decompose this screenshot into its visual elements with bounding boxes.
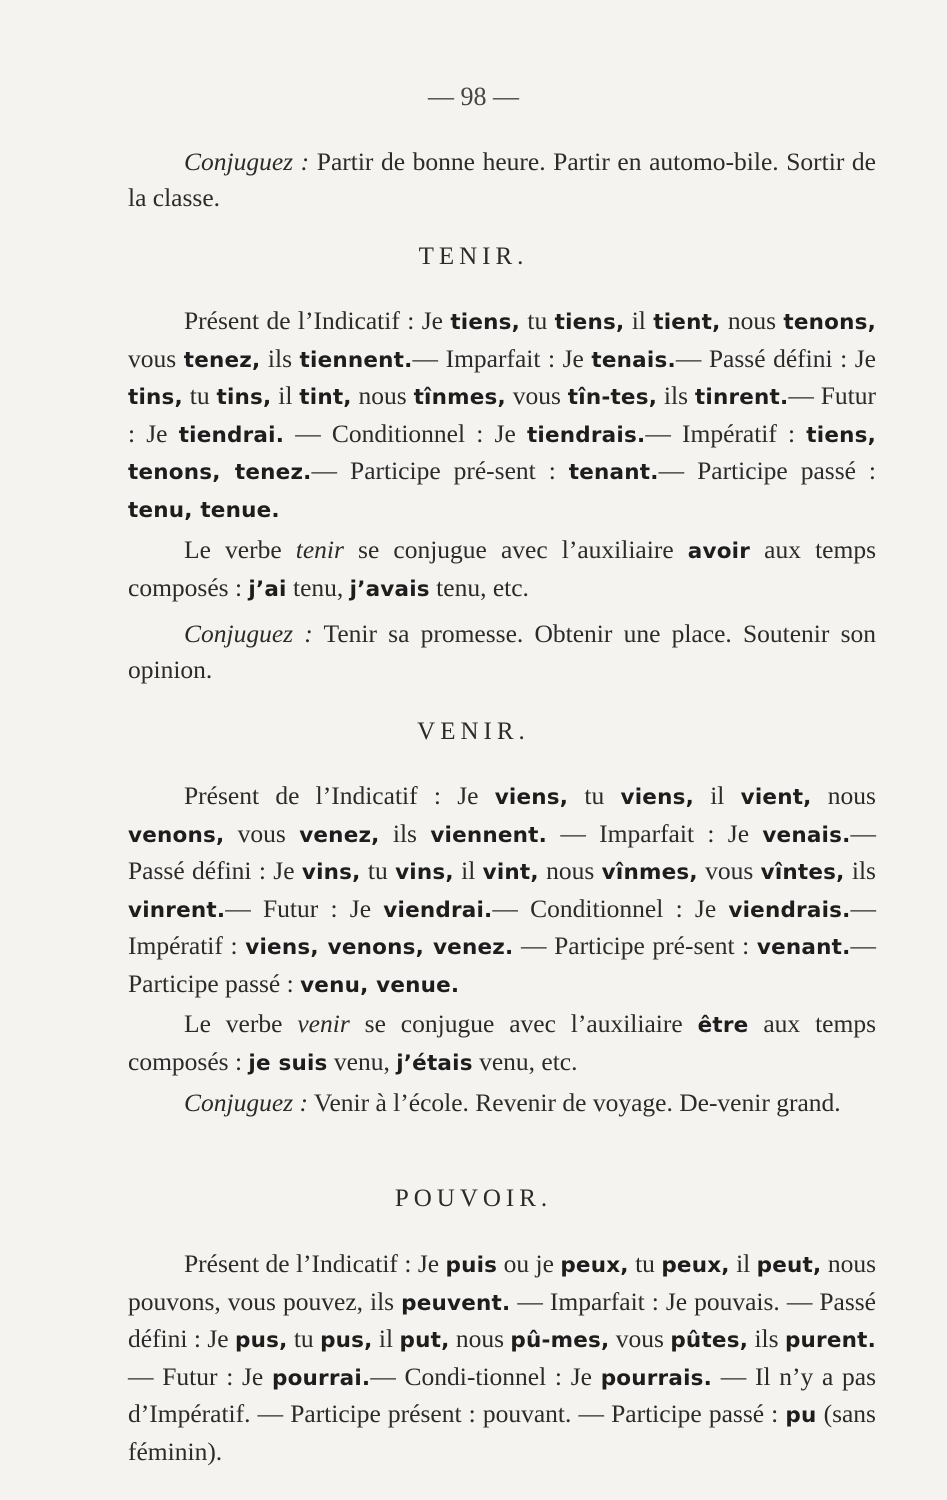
venir-auxiliary-note (128, 1006, 876, 1081)
verb-form: tint, (299, 385, 352, 410)
verb-form: tiendrais. (526, 422, 646, 448)
text: — Conditionnel : Je (284, 418, 527, 448)
pouvoir-conjugation (128, 1246, 876, 1469)
text: vous (128, 343, 184, 373)
verb-form: vînmes, (601, 860, 698, 885)
verb-form: venons, (128, 822, 225, 848)
text: nous pouvons, vous pouvez, ils (128, 1249, 876, 1316)
verb-form: venais. (762, 822, 851, 848)
text: nous (449, 1324, 511, 1353)
verb-form: pus, (234, 1328, 288, 1353)
text: Présent de l’Indicatif : Je (184, 781, 495, 810)
verb-form: venu, venue. (300, 972, 460, 998)
text: se conjugue avec l’auxiliaire (343, 535, 688, 564)
text: — Participe pré-sent : (311, 456, 569, 485)
auxiliary-bold: être (697, 1013, 749, 1038)
text: — Participe pré-sent : (513, 931, 757, 960)
verb-form: tiens, (450, 310, 521, 335)
text: — Participe passé : (128, 931, 876, 998)
verb-form: viens, venons, venez. (245, 935, 514, 960)
text: — Passé défini : Je (675, 343, 876, 373)
text: — Futur : Je (128, 1361, 272, 1391)
verb-form: pûtes, (670, 1328, 749, 1353)
text: il (693, 781, 741, 810)
heading-venir: VENIR. (417, 718, 530, 745)
verb-form: tenez, (183, 347, 261, 373)
text: vous (697, 856, 761, 885)
text: ils (379, 818, 431, 848)
text: tu (628, 1249, 662, 1278)
text: venu, etc. (472, 1046, 578, 1076)
text: vous (609, 1324, 671, 1353)
verb-form: pû-mes, (510, 1328, 610, 1353)
verb-form: pourrai. (271, 1365, 371, 1391)
verb-form: puis (445, 1253, 498, 1278)
text: — Imparfait : Je (412, 343, 592, 373)
text: se conjugue avec l’auxiliaire (349, 1009, 698, 1038)
text: il (271, 381, 300, 410)
verb-form: viennent. (430, 822, 548, 848)
verb-form: tiens, tenons, tenez. (128, 422, 876, 485)
verb-form: peux, (661, 1253, 730, 1278)
intro-paragraph (128, 144, 876, 215)
text: — Condi-tionnel : Je (370, 1361, 601, 1391)
text: vous (224, 818, 300, 848)
verb-form: tinrent. (694, 385, 789, 410)
verb-form: vins, (395, 860, 454, 885)
tenir-conjugation (128, 303, 876, 528)
heading-pouvoir: POUVOIR. (394, 1185, 553, 1212)
text: — Participe passé : (658, 456, 877, 485)
verb-form: purent. (784, 1328, 876, 1353)
conjuguez-label: Conjuguez : (184, 1088, 308, 1117)
text: tu (568, 781, 621, 810)
text: nous (351, 381, 414, 410)
verb-form: venez, (299, 822, 380, 848)
text: ou je (497, 1249, 561, 1278)
verb-form: vint, (482, 860, 539, 885)
conjuguez-label: Conjuguez : (184, 619, 313, 648)
verb-form: tenais. (591, 347, 676, 373)
text: nous (538, 856, 602, 885)
text: — Futur : Je (225, 893, 384, 923)
auxiliary-bold: je suis (248, 1050, 328, 1076)
text: il (453, 856, 483, 885)
verb-form: tient, (653, 310, 721, 335)
text: nous (720, 306, 784, 335)
text: tu (520, 306, 555, 335)
text: il (624, 306, 654, 335)
exercise-text: Venir à l’école. Revenir de voyage. De-venir grand. (307, 1088, 841, 1117)
tenir-exercise (128, 616, 876, 687)
verb-form: vins, (301, 860, 361, 885)
text: Présent de l’Indicatif : Je (184, 306, 451, 335)
verb-form: tiennent. (299, 347, 413, 373)
text: — Imparfait : Je (547, 818, 763, 848)
venir-exercise (128, 1085, 876, 1121)
text: Le verbe (184, 535, 296, 564)
text: Présent de l’Indicatif : Je (184, 1249, 446, 1278)
verb-form: peut, (756, 1253, 822, 1278)
intro-text: Partir de bonne heure. Partir en automo-bile. Sortir de la classe. (128, 147, 876, 212)
verb-form: viens, (494, 785, 569, 810)
verb-italic: tenir (295, 535, 344, 564)
text: — Impératif : (128, 893, 876, 960)
text: ils (260, 343, 300, 373)
text: tu (287, 1324, 321, 1353)
verb-form: tiendrai. (178, 422, 285, 448)
verb-form: tins, (128, 385, 183, 410)
text: ils (657, 381, 695, 410)
conjuguez-label: Conjuguez : (184, 147, 310, 176)
auxiliary-bold: j’ai (248, 576, 287, 602)
text: Le verbe (184, 1009, 298, 1038)
page-number: — 98 — (428, 82, 519, 111)
verb-italic: venir (297, 1009, 350, 1038)
tenir-auxiliary-note (128, 532, 876, 607)
verb-form: tînmes, (413, 385, 506, 410)
text: — Conditionnel : Je (492, 893, 729, 923)
text: tenu, (286, 572, 350, 602)
verb-form: pus, (320, 1328, 373, 1353)
verb-form: tenu, tenue. (128, 497, 280, 523)
text: — Futur : Je (128, 381, 877, 448)
text: aux temps composés : (128, 1009, 876, 1076)
text: — Impératif : (645, 418, 807, 448)
auxiliary-bold: j’avais (349, 576, 430, 602)
auxiliary-bold: avoir (687, 539, 751, 564)
text: — Il n’y a pas d’Impératif. — Participe présent : pouvant. — Participe passé : (128, 1361, 876, 1428)
verb-form: viendrai. (383, 897, 493, 923)
text: (sans féminin). (128, 1399, 876, 1466)
verb-form: vinrent. (128, 897, 226, 923)
text: il (729, 1249, 757, 1278)
venir-conjugation (128, 778, 876, 1003)
exercise-text: Tenir sa promesse. Obtenir une place. Soutenir son opinion. (128, 619, 876, 684)
text: tenu, etc. (429, 572, 529, 602)
verb-form: pu (785, 1403, 817, 1428)
verb-form: vîntes, (760, 860, 845, 885)
text: tu (360, 856, 396, 885)
text: ils (844, 856, 876, 885)
verb-form: tiens, (554, 310, 625, 335)
text: ils (748, 1324, 785, 1353)
verb-form: tîn-tes, (567, 385, 658, 410)
verb-form: tins, (216, 385, 272, 410)
text: vous (505, 381, 568, 410)
verb-form: tenons, (783, 310, 876, 335)
verb-form: vient, (740, 785, 812, 810)
auxiliary-bold: j’étais (396, 1050, 473, 1076)
text: — Imparfait : Je pouvais. — Passé défini : Je (128, 1286, 876, 1353)
text: tu (182, 381, 217, 410)
heading-tenir: TENIR. (418, 243, 529, 270)
verb-form: pourrais. (600, 1365, 713, 1391)
verb-form: put, (399, 1328, 450, 1353)
text: il (372, 1324, 400, 1353)
verb-form: peux, (560, 1253, 629, 1278)
text: aux temps composés : (128, 535, 876, 602)
verb-form: venant. (756, 935, 851, 960)
verb-form: viendrais. (728, 897, 851, 923)
text: nous (811, 781, 876, 810)
text: venu, (327, 1046, 397, 1076)
text: — Passé défini : Je (128, 818, 876, 885)
verb-form: tenant. (568, 460, 659, 485)
verb-form: peuvent. (401, 1290, 511, 1316)
verb-form: viens, (620, 785, 694, 810)
